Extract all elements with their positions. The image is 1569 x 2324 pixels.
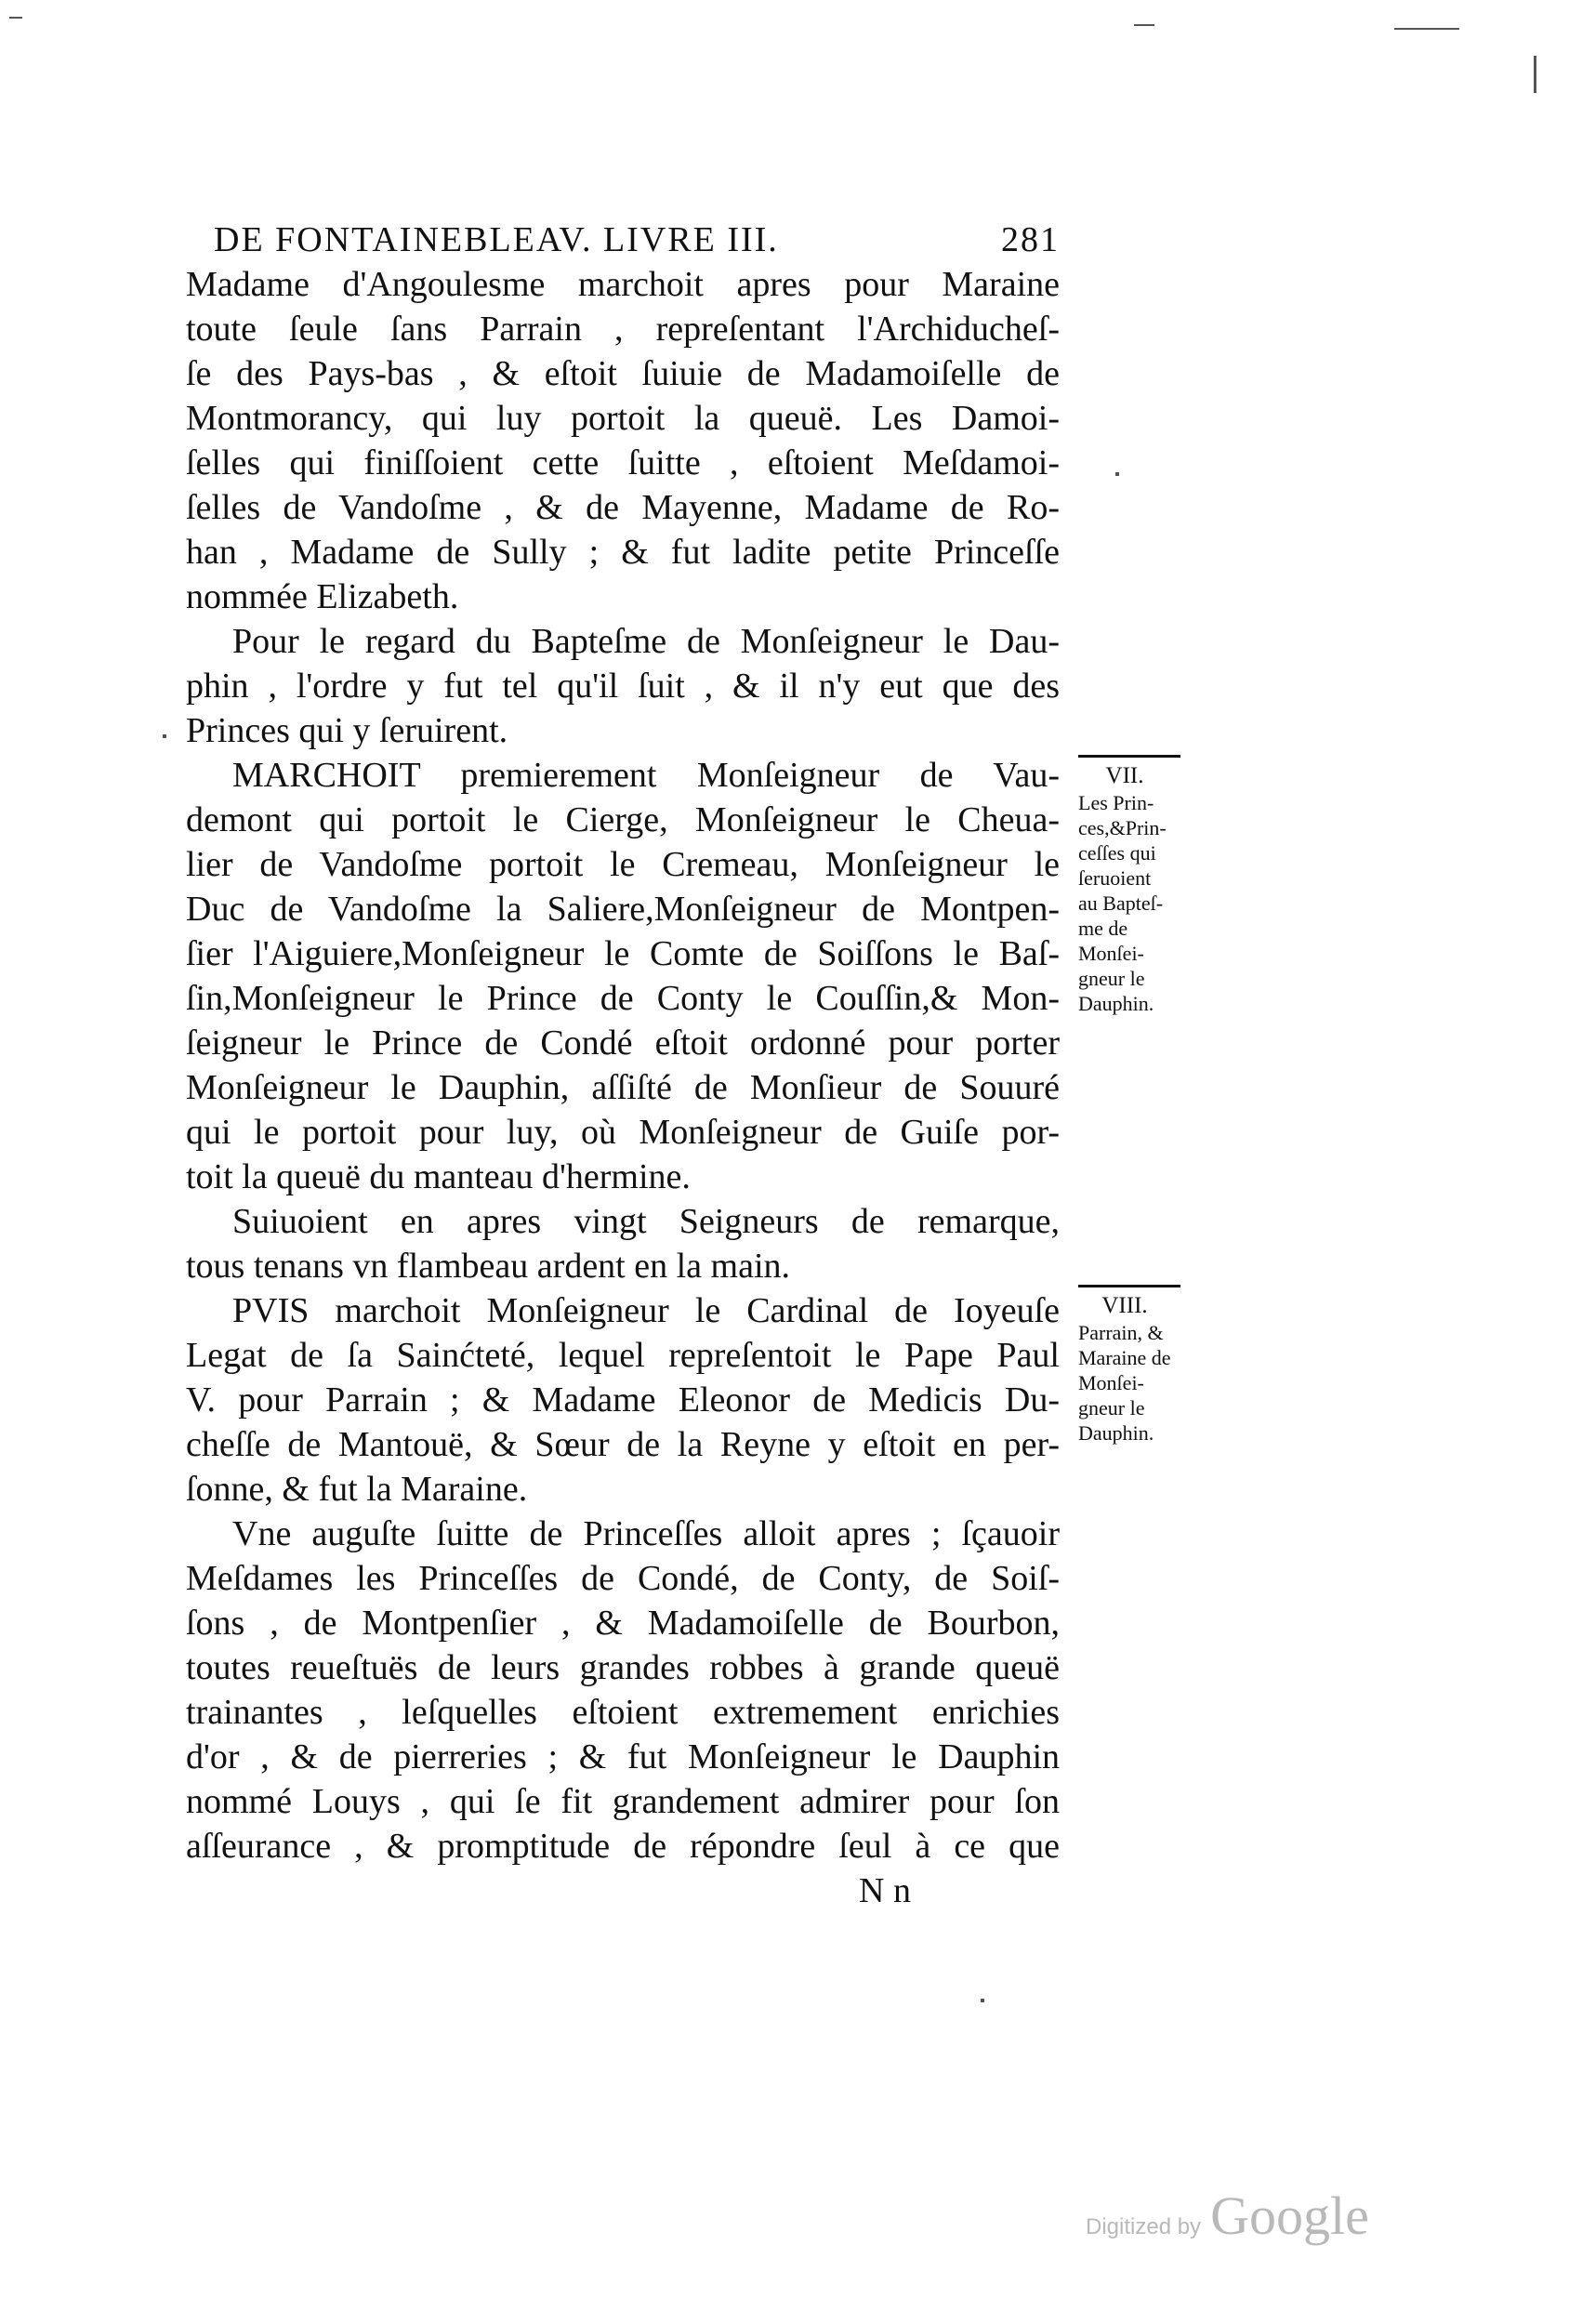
text-line: d'or , & de pierreries ; & fut Monſeigneur le Dauphin (186, 1737, 1060, 1776)
note-number: VII. (1105, 763, 1144, 788)
scan-speck (1115, 472, 1119, 476)
running-header (214, 219, 1060, 266)
note-rule (1078, 1285, 1180, 1287)
text-line: cheſſe de Mantouë, & Sœur de la Reyne y eſtoit en per- (186, 1425, 1060, 1464)
text-line: demont qui portoit le Cierge, Monſeigneur le Cheua- (186, 800, 1060, 839)
note-line: ceſſes qui (1078, 841, 1156, 865)
text-line: ſier l'Aiguiere,Monſeigneur le Comte de Soiſſons le Baſ- (186, 934, 1060, 973)
text-line: ſelles qui finiſſoient cette ſuitte , eſtoient Meſdamoi- (186, 443, 1060, 482)
text-line: MARCHOIT premierement Monſeigneur de Vau- (232, 756, 1060, 795)
text-line: ſons , de Montpenſier , & Madamoiſelle de Bourbon, (186, 1604, 1060, 1643)
text-line: ſin,Monſeigneur le Prince de Conty le Couſſin,& Mon- (186, 979, 1060, 1018)
running-title: DE FONTAINEBLEAV. LIVRE III. (214, 220, 779, 259)
text-line: PVIS marchoit Monſeigneur le Cardinal de Ioyeuſe (232, 1291, 1060, 1330)
text-line: Pour le regard du Bapteſme de Monſeigneur le Dau- (232, 622, 1060, 661)
text-line: nommé Louys , qui ſe fit grandement admirer pour ſon (186, 1782, 1060, 1821)
watermark-prefix: Digitized by (1086, 2214, 1202, 2239)
text-line: V. pour Parrain ; & Madame Eleonor de Medicis Du- (186, 1380, 1060, 1419)
body-text (186, 262, 1060, 1913)
catchword: N n (859, 1871, 911, 1910)
text-line: Princes qui y ſeruirent. (186, 711, 508, 750)
text-line: ſelles de Vandoſme , & de Mayenne, Madame de Ro- (186, 488, 1060, 527)
text-line: phin , l'ordre y fut tel qu'il ſuit , & il n'y eut que des (186, 667, 1060, 706)
scan-speck (163, 734, 166, 738)
scan-speck (981, 1999, 984, 2002)
note-number: VIII. (1101, 1293, 1148, 1318)
text-line: toute ſeule ſans Parrain , repreſentant l'Archiducheſ- (186, 310, 1060, 349)
text-line: ſe des Pays-bas , & eſtoit ſuiuie de Madamoiſelle de (186, 354, 1060, 393)
text-line: toit la queuë du manteau d'hermine. (186, 1157, 691, 1196)
note-line: ces,&Prin- (1078, 816, 1167, 839)
text-line: toutes reueſtuës de leurs grandes robbes à grande queuë (186, 1648, 1060, 1687)
text-line: Legat de ſa Sainćteté, lequel repreſentoit le Pape Paul (186, 1336, 1060, 1375)
note-line: Dauphin. (1078, 1421, 1154, 1445)
note-line: Maraine de (1078, 1346, 1171, 1369)
margin-note-vii (1078, 755, 1194, 1016)
google-logo: Google (1210, 2185, 1369, 2246)
scan-speck (1134, 24, 1154, 26)
page-number: 281 (1001, 220, 1060, 259)
scan-speck (1394, 28, 1459, 30)
text-line: Suiuoient en apres vingt Seigneurs de remarque, (232, 1202, 1060, 1241)
note-line: gneur le (1078, 1396, 1145, 1419)
note-line: au Bapteſ- (1078, 891, 1164, 915)
text-line: qui le portoit pour luy, où Monſeigneur de Guiſe por- (186, 1113, 1060, 1152)
text-line: tous tenans vn flambeau ardent en la main. (186, 1247, 791, 1286)
note-line: Dauphin. (1078, 992, 1154, 1015)
text-line: nommée Elizabeth. (186, 577, 459, 616)
note-line: me de (1078, 917, 1128, 940)
text-line: ſeigneur le Prince de Condé eſtoit ordonné pour porter (186, 1023, 1060, 1063)
note-line: gneur le (1078, 967, 1145, 990)
note-line: Parrain, & (1078, 1321, 1164, 1344)
note-line: Les Prin- (1078, 791, 1154, 814)
note-line: ſeruoient (1078, 866, 1152, 890)
text-line: Madame d'Angoulesme marchoit apres pour Maraine (186, 265, 1060, 304)
text-line: lier de Vandoſme portoit le Cremeau, Monſeigneur le (186, 845, 1060, 884)
text-line: Meſdames les Princeſſes de Condé, de Conty, de Soiſ- (186, 1559, 1060, 1598)
text-line: Duc de Vandoſme la Saliere,Monſeigneur de Montpen- (186, 890, 1060, 929)
text-line: ſonne, & fut la Maraine. (186, 1470, 528, 1509)
note-line: Monſei- (1078, 942, 1144, 965)
scan-speck (9, 17, 22, 19)
text-line: Montmorancy, qui luy portoit la queuë. Les Damoi- (186, 399, 1060, 438)
text-line: Vne auguſte ſuitte de Princeſſes alloit apres ; ſçauoir (232, 1514, 1060, 1553)
note-line: Monſei- (1078, 1371, 1144, 1394)
text-line: Monſeigneur le Dauphin, aſſiſté de Monſieur de Souuré (186, 1068, 1060, 1107)
margin-note-viii (1078, 1285, 1194, 1446)
text-line: aſſeurance , & promptitude de répondre ſeul à ce que (186, 1827, 1060, 1866)
scan-speck (1534, 56, 1536, 93)
text-line: han , Madame de Sully ; & fut ladite petite Princeſſe (186, 533, 1060, 572)
text-line: trainantes , leſquelles eſtoient extremement enrichies (186, 1693, 1060, 1732)
note-rule (1078, 755, 1180, 758)
digitized-watermark (1086, 2185, 1402, 2246)
